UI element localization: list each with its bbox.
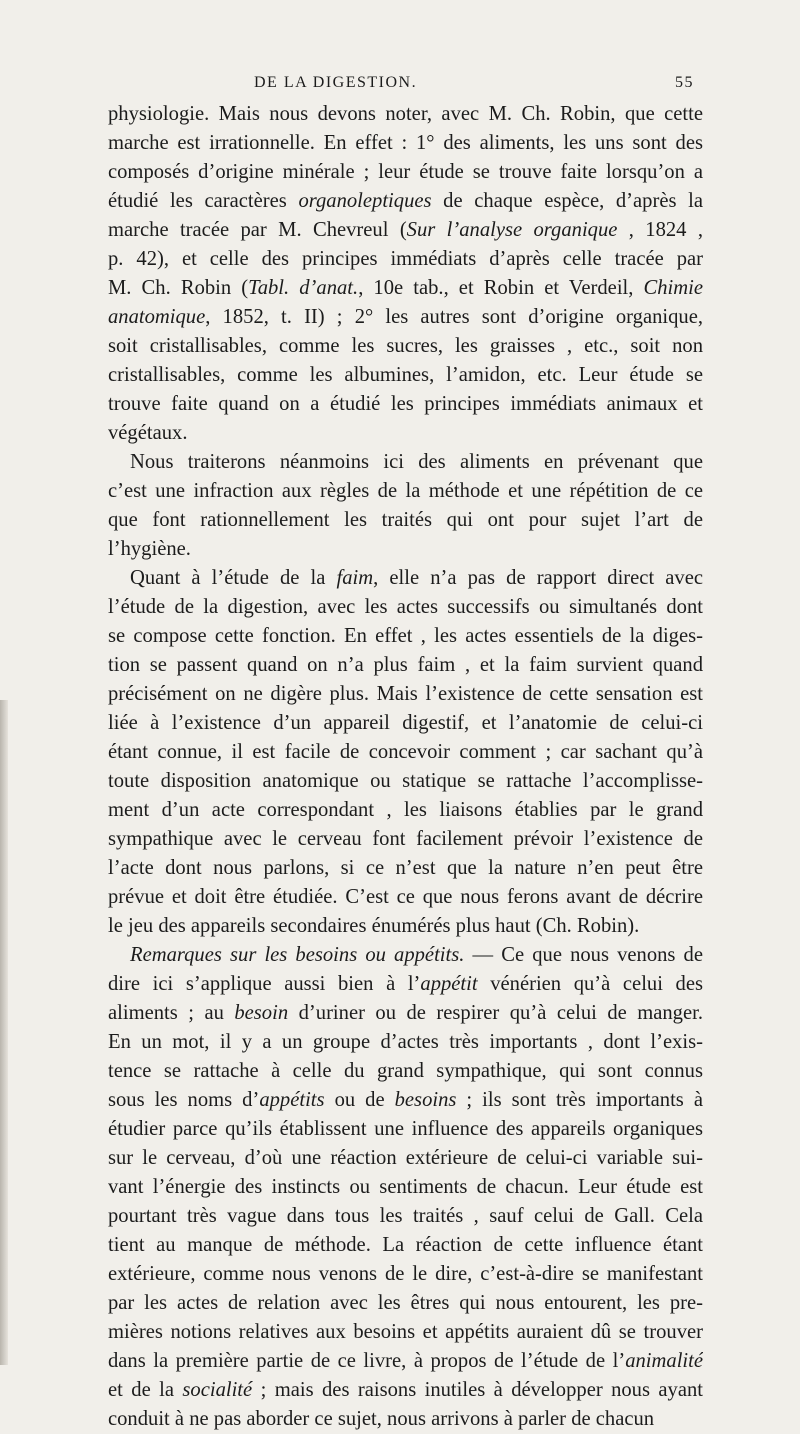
text-line bbox=[108, 419, 703, 448]
text-run: de chaque espèce, d’après la bbox=[431, 190, 703, 212]
text-run: toute disposition anatomique ou statique se rattache l’accomplisse- bbox=[108, 770, 703, 792]
text-line bbox=[108, 1028, 703, 1057]
text-run: aliments ; au bbox=[108, 1002, 235, 1024]
text-line bbox=[108, 651, 703, 680]
text-line bbox=[108, 216, 703, 245]
text-run: marche tracée par M. Chevreul ( bbox=[108, 219, 407, 241]
text-line bbox=[108, 883, 703, 912]
text-run: sous les noms d’ bbox=[108, 1089, 260, 1111]
text-line bbox=[108, 390, 703, 419]
text-run: tient au manque de méthode. La réaction de cette influence étant bbox=[108, 1234, 703, 1256]
text-line bbox=[108, 1376, 703, 1405]
text-line bbox=[108, 158, 703, 187]
text-run: l’étude de la digestion, avec les actes successifs ou simultanés dont bbox=[108, 596, 703, 618]
page-number: 55 bbox=[675, 74, 694, 91]
italic-run: appétit bbox=[420, 973, 478, 995]
text-line bbox=[108, 129, 703, 158]
text-line bbox=[108, 332, 703, 361]
text-run: cristallisables, comme les albumines, l’amidon, etc. Leur étude se bbox=[108, 364, 703, 386]
italic-run: appétits bbox=[259, 1089, 325, 1111]
text-line bbox=[108, 506, 703, 535]
text-run: précisément on ne digère plus. Mais l’existence de cette sensation est bbox=[108, 683, 703, 705]
italic-run: anatomique bbox=[108, 306, 206, 328]
text-run: ; ils sont très importants à bbox=[456, 1089, 703, 1111]
text-run: tence se rattache à celle du grand sympathique, qui sont connus bbox=[108, 1060, 703, 1082]
text-run: sur le cerveau, d’où une réaction extérieure de celui-ci variable sui- bbox=[108, 1147, 703, 1169]
body-text bbox=[108, 100, 703, 1434]
text-line bbox=[108, 622, 703, 651]
text-line bbox=[108, 767, 703, 796]
text-line bbox=[108, 187, 703, 216]
text-run: le jeu des appareils secondaires énumérés plus haut (Ch. Robin). bbox=[108, 915, 640, 937]
text-run: marche est irrationnelle. En effet : 1° des aliments, les uns sont des bbox=[108, 132, 703, 154]
text-run: , 10e tab., et Robin et Verdeil, bbox=[358, 277, 644, 299]
italic-run: Sur l’analyse organique bbox=[406, 219, 618, 241]
text-line bbox=[108, 999, 703, 1028]
text-line bbox=[108, 1260, 703, 1289]
text-line bbox=[108, 1173, 703, 1202]
text-run: dire ici s’applique aussi bien à l’ bbox=[108, 973, 421, 995]
italic-run: faim bbox=[336, 567, 374, 589]
text-run: Quant à l’étude de la bbox=[130, 567, 337, 589]
text-line bbox=[108, 100, 703, 129]
text-run: Nous traiterons néanmoins ici des aliments en prévenant que bbox=[130, 451, 703, 473]
running-title: DE LA DIGESTION. bbox=[254, 74, 418, 91]
text-line bbox=[108, 1115, 703, 1144]
text-line bbox=[108, 854, 703, 883]
text-line bbox=[108, 1347, 703, 1376]
text-run: vénérien qu’à celui des bbox=[477, 973, 703, 995]
text-run: , 1852, t. II) ; 2° les autres sont d’origine organique, bbox=[205, 306, 703, 328]
text-run: et de la bbox=[108, 1379, 183, 1401]
text-line bbox=[108, 796, 703, 825]
text-line bbox=[108, 245, 703, 274]
text-run: vant l’énergie des instincts ou sentiments de chacun. Leur étude est bbox=[108, 1176, 703, 1198]
text-run: prévue et doit être étudiée. C’est ce que nous ferons avant de décrire bbox=[108, 886, 703, 908]
text-run: étant connue, il est facile de concevoir comment ; car sachant qu’à bbox=[108, 741, 703, 763]
text-line bbox=[108, 564, 703, 593]
text-run: M. Ch. Robin ( bbox=[108, 277, 249, 299]
text-run: par les actes de relation avec les êtres qui nous entourent, les pre- bbox=[108, 1292, 703, 1314]
text-line bbox=[108, 970, 703, 999]
italic-run: Remarques sur les besoins ou appétits. bbox=[130, 944, 465, 966]
text-run: trouve faite quand on a étudié les principes immédiats animaux et bbox=[108, 393, 703, 415]
text-run: étudié les caractères bbox=[108, 190, 299, 212]
text-line bbox=[108, 274, 703, 303]
text-run: sympathique avec le cerveau font facilement prévoir l’existence de bbox=[108, 828, 703, 850]
text-run: l’acte dont nous parlons, si ce n’est que la nature n’en peut être bbox=[108, 857, 703, 879]
text-line bbox=[108, 535, 703, 564]
text-line bbox=[108, 361, 703, 390]
text-run: ment d’un acte correspondant , les liaisons établies par le grand bbox=[108, 799, 703, 821]
text-line bbox=[108, 1289, 703, 1318]
italic-run: besoins bbox=[394, 1089, 457, 1111]
text-run: tion se passent quand on n’a plus faim , et la faim survient quand bbox=[108, 654, 703, 676]
italic-run: animalité bbox=[625, 1350, 703, 1372]
text-line bbox=[108, 448, 703, 477]
text-run: étudier parce qu’ils établissent une influence des appareils organiques bbox=[108, 1118, 703, 1140]
text-run: l’hygiène. bbox=[108, 538, 191, 560]
text-line bbox=[108, 738, 703, 767]
text-line bbox=[108, 825, 703, 854]
text-run: En un mot, il y a un groupe d’actes très importants , dont l’exis- bbox=[108, 1031, 703, 1053]
text-line bbox=[108, 477, 703, 506]
text-run: p. 42), et celle des principes immédiats d’après celle tracée par bbox=[108, 248, 703, 270]
italic-run: besoin bbox=[234, 1002, 289, 1024]
italic-run: organoleptiques bbox=[298, 190, 432, 212]
text-line bbox=[108, 303, 703, 332]
text-run: — Ce que nous venons de bbox=[464, 944, 703, 966]
text-line bbox=[108, 1202, 703, 1231]
text-line bbox=[108, 709, 703, 738]
italic-run: socialité bbox=[182, 1379, 253, 1401]
text-line bbox=[108, 941, 703, 970]
text-run: , 1824 , bbox=[617, 219, 703, 241]
text-line bbox=[108, 1231, 703, 1260]
text-line bbox=[108, 1144, 703, 1173]
text-line bbox=[108, 680, 703, 709]
italic-run: Chimie bbox=[643, 277, 703, 299]
text-run: physiologie. Mais nous devons noter, avec M. Ch. Robin, que cette bbox=[108, 103, 703, 125]
text-run: ; mais des raisons inutiles à développer nous ayant bbox=[252, 1379, 703, 1401]
text-line bbox=[108, 1405, 703, 1434]
text-line bbox=[108, 593, 703, 622]
text-run: composés d’origine minérale ; leur étude se trouve faite lorsqu’on a bbox=[108, 161, 703, 183]
text-run: extérieure, comme nous venons de le dire, c’est-à-dire se manifestant bbox=[108, 1263, 703, 1285]
italic-run: Tabl. d’anat. bbox=[248, 277, 359, 299]
text-run: c’est une infraction aux règles de la méthode et une répétition de ce bbox=[108, 480, 703, 502]
page-edge-shadow bbox=[0, 700, 8, 1365]
text-run: dans la première partie de ce livre, à propos de l’étude de l’ bbox=[108, 1350, 626, 1372]
text-run: que font rationnellement les traités qui ont pour sujet l’art de bbox=[108, 509, 703, 531]
text-line bbox=[108, 912, 703, 941]
text-line bbox=[108, 1057, 703, 1086]
text-run: végétaux. bbox=[108, 422, 188, 444]
text-run: liée à l’existence d’un appareil digestif, et l’anatomie de celui-ci bbox=[108, 712, 703, 734]
text-run: , elle n’a pas de rapport direct avec bbox=[373, 567, 703, 589]
text-run: se compose cette fonction. En effet , les actes essentiels de la diges- bbox=[108, 625, 703, 647]
text-line bbox=[108, 1318, 703, 1347]
text-run: soit cristallisables, comme les sucres, les graisses , etc., soit non bbox=[108, 335, 703, 357]
text-run: pourtant très vague dans tous les traités , sauf celui de Gall. Cela bbox=[108, 1205, 703, 1227]
text-line bbox=[108, 1086, 703, 1115]
text-run: conduit à ne pas aborder ce sujet, nous arrivons à parler de chacun bbox=[108, 1408, 655, 1430]
running-header bbox=[254, 74, 694, 98]
text-run: mières notions relatives aux besoins et appétits auraient dû se trouver bbox=[108, 1321, 703, 1343]
text-run: d’uriner ou de respirer qu’à celui de manger. bbox=[288, 1002, 703, 1024]
text-run: ou de bbox=[324, 1089, 395, 1111]
